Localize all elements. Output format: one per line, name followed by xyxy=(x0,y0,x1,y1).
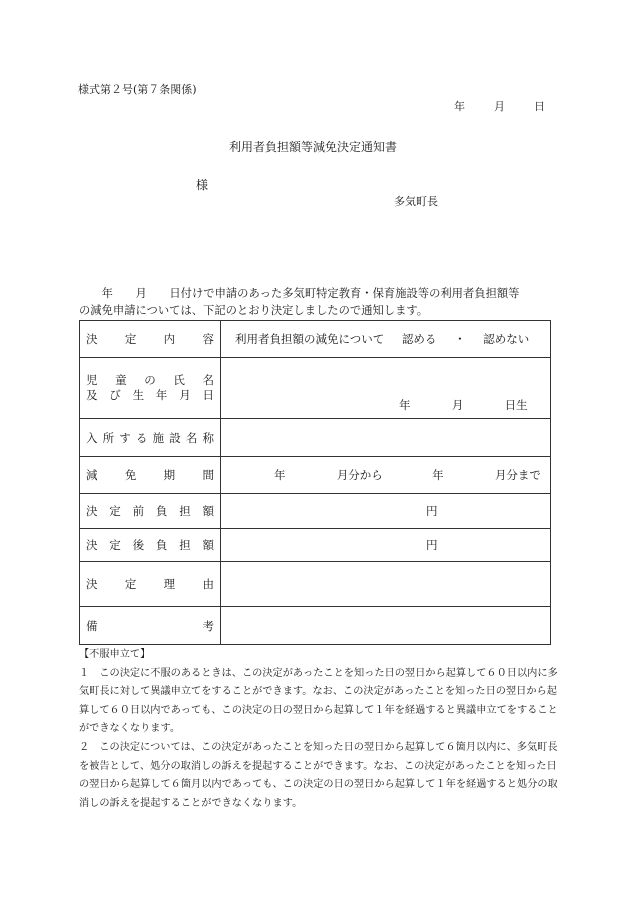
amount-before-unit: 円 xyxy=(426,504,438,518)
period-from-month: 月分から xyxy=(336,468,383,482)
table-row-period xyxy=(80,457,551,494)
appeal-notice xyxy=(79,646,558,813)
appeal-line: を被告として、処分の取消しの訴えを提起することができます。なお、この決定があったことを知った日 xyxy=(79,760,557,772)
value-facility-name[interactable] xyxy=(221,419,551,457)
issuer-name: 多気町長 xyxy=(394,195,438,208)
label-facility-name: 入 所 す る 施 設 名 称 xyxy=(80,419,221,457)
period-to-year: 年 xyxy=(432,468,444,482)
form-number: 様式第２号(第７条関係) xyxy=(78,83,197,96)
date-month: 月 xyxy=(494,100,505,113)
amount-after-unit: 円 xyxy=(426,538,438,552)
period-to-month: 月分まで xyxy=(494,468,541,482)
label-child-name-birth: 児 童 の 氏 名 及 び 生 年 月 日 xyxy=(80,358,221,419)
date-line xyxy=(454,98,545,114)
document-title: 利用者負担額等減免決定通知書 xyxy=(229,140,398,154)
decision-separator: ・ xyxy=(454,332,466,346)
intro-line-2: の減免申請については、下記のとおり決定しましたので通知します。 xyxy=(79,304,429,317)
birth-year: 年 xyxy=(399,398,411,412)
birth-month: 月 xyxy=(451,398,464,412)
label-decision-reason: 決 定 理 由 xyxy=(80,562,221,607)
value-amount-after[interactable] xyxy=(221,529,551,562)
decision-accept-option[interactable]: 認める xyxy=(401,332,437,346)
period-from-year: 年 xyxy=(274,468,286,482)
appeal-line: 消しの訴えを提起することができなくなります。 xyxy=(79,797,303,809)
label-decision-content: 決 定 内 容 xyxy=(80,321,221,358)
value-exemption-period[interactable] xyxy=(221,457,551,494)
table-row-notes xyxy=(80,607,551,645)
value-child-name-birth[interactable] xyxy=(221,358,551,419)
table-row-before-amount xyxy=(80,494,551,529)
table-row-reason xyxy=(80,562,551,607)
value-amount-before[interactable] xyxy=(221,494,551,529)
appeal-line: ができなくなります。 xyxy=(79,723,181,735)
decision-reject-option[interactable]: 認めない xyxy=(483,332,530,346)
label-amount-before: 決 定 前 負 担 額 xyxy=(80,494,221,529)
appeal-line: の翌日から起算して６箇月以内であっても、この決定の日の翌日から起算して１年を経過すると処分の取 xyxy=(79,779,558,791)
appeal-line: 算して６０日以内であっても、この決定の日の翌日から起算して１年を経過すると異議申立てをすること xyxy=(79,704,558,716)
label-notes: 備 考 xyxy=(80,607,221,645)
label-exemption-period: 減 免 期 間 xyxy=(80,457,221,494)
decision-text: 利用者負担額の減免について xyxy=(235,332,385,346)
date-day: 日 xyxy=(534,100,545,113)
value-notes[interactable] xyxy=(221,607,551,645)
table-row-facility xyxy=(80,419,551,457)
date-year: 年 xyxy=(454,100,465,113)
value-decision-reason[interactable] xyxy=(221,562,551,607)
table-row-after-amount xyxy=(80,529,551,562)
appeal-line: 気町長に対して異議申立てをすることができます。なお、この決定があったことを知った日の翌日から起 xyxy=(79,686,557,698)
appeal-line: ２ この決定については、この決定があったことを知った日の翌日から起算して６箇月以内に、多気町長 xyxy=(79,741,558,753)
table-row-child xyxy=(80,358,551,419)
value-decision-content xyxy=(221,321,551,358)
appeal-heading: 【不服申立て】 xyxy=(79,649,151,660)
label-amount-after: 決 定 後 負 担 額 xyxy=(80,529,221,562)
table-row-decision xyxy=(80,321,551,358)
decision-table xyxy=(79,320,551,645)
appeal-line: １ この決定に不服のあるときは、この決定があったことを知った日の翌日から起算して６０日以内に多 xyxy=(79,667,558,679)
addressee-suffix: 様 xyxy=(196,178,209,192)
intro-line-1: 年 月 日付けで申請のあった多気町特定教育・保育施設等の利用者負担額等 xyxy=(79,287,520,300)
birth-day: 日生 xyxy=(504,398,528,412)
